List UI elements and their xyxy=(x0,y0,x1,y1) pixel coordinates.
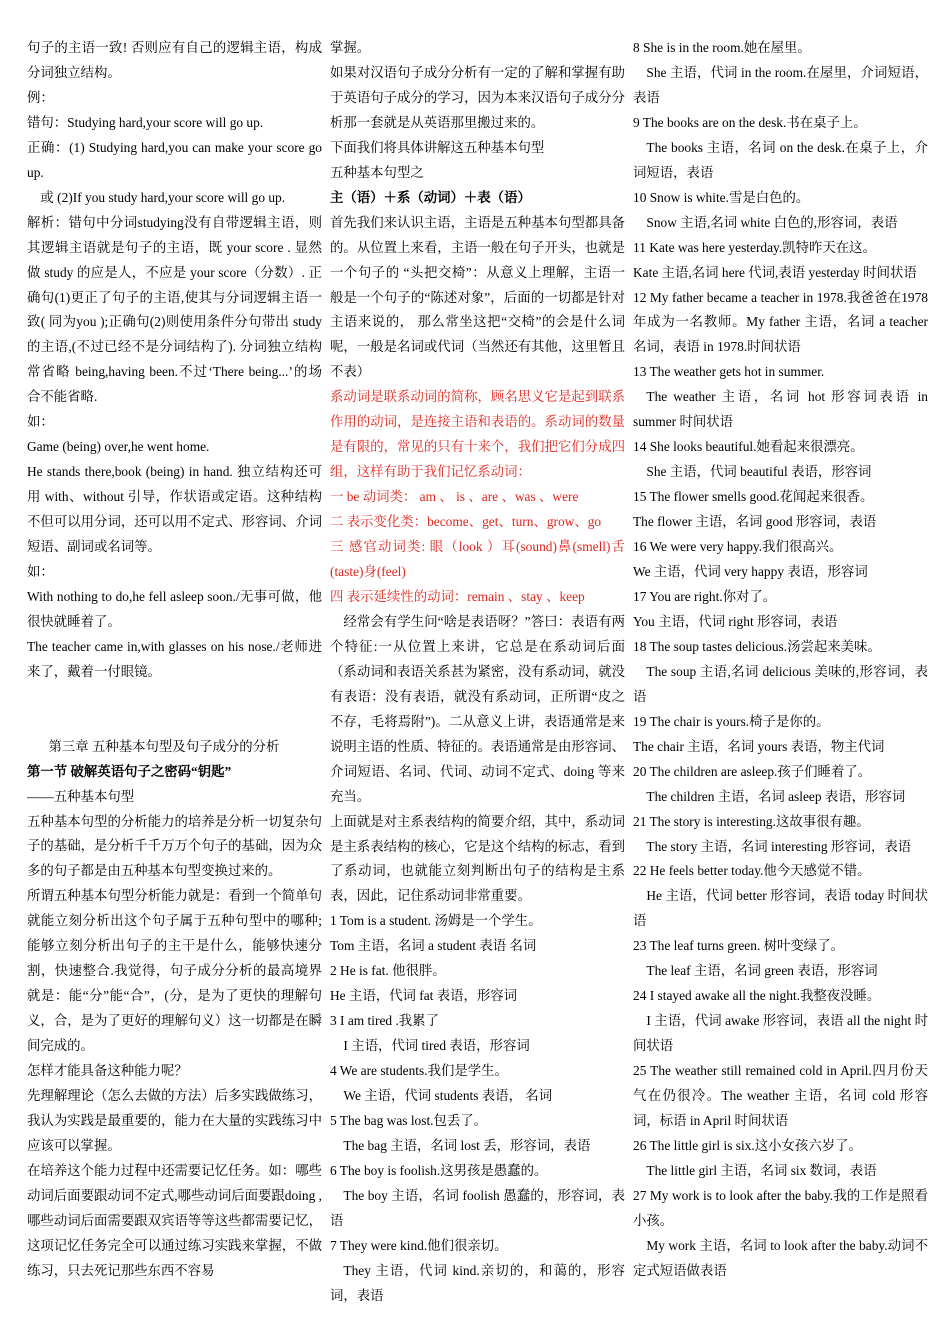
section-subtitle: ——五种基本句型 xyxy=(27,788,135,804)
example-sentence: 26 The little girl is six.这小女孩六岁了。 xyxy=(633,1137,862,1153)
example-sentence: 9 The books are on the desk.书在桌子上。 xyxy=(633,114,867,130)
example-sentence: 20 The children are asleep.孩子们睡着了。 xyxy=(633,763,872,779)
example-analysis: We 主语，代词 very happy 表语，形容词 xyxy=(633,564,868,580)
paragraph: 所谓五种基本句型分析能力就是：看到一个简单句就能立刻分析出这个句子属于五种句型中的哪种;能够立刻分析出句子的主干是什么，能够快速分割，快速整合.我觉得，句子成分分析的最高境界就是：能“分”能“合”，(分，是为了更快的理解句义，合，是为了更好的理解句义）这一切都是在瞬间完成的。 xyxy=(27,888,322,1054)
example-analysis: She 主语，代词 in the room.在屋里，介词短语，表语 xyxy=(633,64,928,105)
paragraph: 句子的主语一致! 否则应有自己的逻辑主语，构成分词独立结构。 xyxy=(27,40,322,80)
example-sentence: 1 Tom is a student. 汤姆是一个学生。 xyxy=(330,913,542,929)
example-analysis: Kate 主语,名词 here 代词,表语 yesterday 时间状语 xyxy=(633,264,917,280)
paragraph: Game (being) over,he went home. xyxy=(27,439,210,455)
example-analysis: Tom 主语，名词 a student 表语 名词 xyxy=(330,938,537,954)
example-analysis: We 主语，代词 students 表语， 名词 xyxy=(343,1088,553,1104)
example-sentence: 14 She looks beautiful.她看起来很漂亮。 xyxy=(633,439,864,455)
example-sentence: 24 I stayed awake all the night.我整夜没睡。 xyxy=(633,988,881,1004)
example-sentence: 15 The flower smells good.花闻起来很香。 xyxy=(633,489,874,505)
example-sentence: 18 The soup tastes delicious.汤尝起来美味。 xyxy=(633,638,881,654)
paragraph: 如： xyxy=(27,564,54,580)
example-sentence: 13 The weather gets hot in summer. xyxy=(633,364,825,380)
document-page xyxy=(27,36,927,1336)
column-right xyxy=(633,36,928,1336)
example-analysis: The bag 主语，名词 lost 丢，形容词，表语 xyxy=(343,1137,591,1153)
paragraph: 例： xyxy=(27,89,54,105)
example-analysis: The flower 主语，名词 good 形容词，表语 xyxy=(633,514,877,530)
chapter-title: 第三章 五种基本句型及句子成分的分析 xyxy=(48,738,280,754)
example-analysis: He 主语，代词 fat 表语，形容词 xyxy=(330,988,518,1004)
paragraph: 如果对汉语句子成分分析有一定的了解和掌握有助于英语句子成分的学习，因为本来汉语句子成分分析那一套就是从英语那里搬过来的。 xyxy=(330,64,625,130)
example-analysis: I 主语，代词 tired 表语，形容词 xyxy=(343,1038,530,1054)
example-analysis: You 主语，代词 right 形容词，表语 xyxy=(633,613,838,629)
example-sentence: 19 The chair is yours.椅子是你的。 xyxy=(633,713,830,729)
example-sentence: 2 He is fat. 他很胖。 xyxy=(330,963,446,979)
paragraph: 经常会有学生问“啥是表语呀？”答曰：表语有两个特征:一从位置上来讲，它总是在系动词后面（系动词和表语关系甚为紧密，没有系动词，就没有表语：没有表语，就没有系动词，正所谓“皮之不存，毛将焉附”)。二从意义上讲，表语通常是来说明主语的性质、特征的。表语通常是由形容词、介词短语、名词、代词、动词不定式、doing 等来充当。 xyxy=(330,613,625,804)
example-sentence: 8 She is in the room.她在屋里。 xyxy=(633,40,811,55)
example-analysis: The weather 主语，名词 hot 形容词表语 in summer 时间状语 xyxy=(633,389,928,430)
example-sentence: 11 Kate was here yesterday.凯特昨天在这。 xyxy=(633,239,876,255)
paragraph: He stands there,book (being) in hand. 独立结构还可用 with、without 引导，作状语或定语。这种结构不但可以用分词，还可以用不定式、形容词、介词短语、副词或名词等。 xyxy=(27,464,322,555)
example-sentence: 10 Snow is white.雪是白色的。 xyxy=(633,189,810,205)
example-sentence: 3 I am tired .我累了 xyxy=(330,1013,439,1029)
paragraph: 正确：(1) Studying hard,you can make your score go up. xyxy=(27,139,322,180)
highlight-paragraph: 系动词是联系动词的简称，顾名思义它是起到联系作用的动词，是连接主语和表语的。系动词的数量是有限的，常见的只有十来个，我们把它们分成四组，这样有助于我们记忆系动词： xyxy=(330,389,625,480)
example-sentence: 22 He feels better today.他今天感觉不错。 xyxy=(633,863,871,879)
verb-group-3: 三 感官动词类: 眼（look ）耳(sound)鼻(smell)舌(taste)身(feel) xyxy=(330,539,625,580)
example-sentence: 21 The story is interesting.这故事很有趣。 xyxy=(633,813,870,829)
example-analysis: The chair 主语，名词 yours 表语，物主代词 xyxy=(633,738,885,754)
column-middle xyxy=(330,36,625,1336)
example-analysis: My work 主语，名词 to look after the baby.动词不定式短语做表语 xyxy=(633,1237,928,1278)
paragraph: 掌握。 xyxy=(330,40,371,55)
verb-group-2: 二 表示变化类：become、get、turn、grow、go xyxy=(330,514,602,530)
example-analysis: She 主语，代词 beautiful 表语，形容词 xyxy=(646,464,872,480)
example-sentence: 4 We are students.我们是学生。 xyxy=(330,1063,508,1079)
paragraph: 在培养这个能力过程中还需要记忆任务。如：哪些动词后面要跟动词不定式,哪些动词后面要跟doing ,哪些动词后面需要跟双宾语等等这些都需要记忆，这项记忆任务完全可以通过练习实践来掌握，不做练习，只去死记那些东西不容易 xyxy=(27,1162,322,1278)
example-analysis: The soup 主语,名词 delicious 美味的,形容词，表语 xyxy=(633,663,928,704)
example-sentence: 27 My work is to look after the baby.我的工作是照看小孩。 xyxy=(633,1187,928,1228)
example-analysis: The little girl 主语，名词 six 数词，表语 xyxy=(646,1162,877,1178)
paragraph: 或 (2)If you study hard,your score will go up. xyxy=(40,189,286,205)
example-sentence: 5 The bag was lost.包丢了。 xyxy=(330,1112,488,1128)
example-analysis: I 主语，代词 awake 形容词，表语 all the night 时间状语 xyxy=(633,1013,928,1054)
paragraph: 解析：错句中分词studying没有自带逻辑主语，则其逻辑主语就是句子的主语，既 your score . 显然做 study 的应是人，不应是 your score（分数）. 正确句(1)更正了句子的主语,使其与分词逻辑主语一致( 同为you );正确句(2)则使用条件分句带出 study 的主语,(不过已经不是分词结构了). 分词独立结构常省略 being,having been.不过‘There being...’的场合不能省略. xyxy=(27,214,322,405)
example-sentence: 16 We were very happy.我们很高兴。 xyxy=(633,539,843,555)
example-sentence: 17 You are right.你对了。 xyxy=(633,588,777,604)
example-analysis: The books 主语，名词 on the desk.在桌子上，介词短语，表语 xyxy=(633,139,928,180)
example-analysis: The story 主语，名词 interesting 形容词，表语 xyxy=(646,838,912,854)
spacer xyxy=(27,685,322,735)
example-analysis: The children 主语，名词 asleep 表语，形容词 xyxy=(646,788,906,804)
paragraph: 五种基本句型之 xyxy=(330,164,424,180)
paragraph: 上面就是对主系表结构的简要介绍，其中，系动词是主系表结构的核心，它是这个结构的标志，看到了系动词，也就能立刻判断出句子的结构是主系表，因此，记住系动词非常重要。 xyxy=(330,813,625,904)
paragraph: 五种基本句型的分析能力的培养是分析一切复杂句子的基础，是分析千千万万个句子的基础，因为众多的句子都是由五种基本句型变换过来的。 xyxy=(27,813,322,879)
example-analysis: Snow 主语,名词 white 白色的,形容词，表语 xyxy=(646,214,898,230)
example-analysis: The boy 主语，名词 foolish 愚蠢的，形容词，表语 xyxy=(330,1187,625,1228)
paragraph: 首先我们来认识主语，主语是五种基本句型都具备的。从位置上来看，主语一般在句子开头，也就是一个句子的 “头把交椅”：从意义上理解，主语一般是一个句子的“陈述对象”，后面的一切都是针对主语来说的， 那么常坐这把“交椅”的会是什么词呢，一般是名词或代词（当然还有其他，这里暂且不表） xyxy=(330,214,625,380)
paragraph: The teacher came in,with glasses on his nose./老师进来了，戴着一付眼镜。 xyxy=(27,638,322,679)
column-left xyxy=(27,36,322,1336)
example-sentence: 25 The weather still remained cold in April.四月份天气在仍很冷。The weather 主语，名词 cold 形容词，标语 in April 时间状语 xyxy=(633,1063,928,1128)
example-analysis: He 主语，代词 better 形容词，表语 today 时间状语 xyxy=(633,888,928,929)
section-title: 第一节 破解英语句子之密码“钥匙” xyxy=(27,763,232,779)
example-sentence: 7 They were kind.他们很亲切。 xyxy=(330,1237,508,1253)
example-sentence: 23 The leaf turns green. 树叶变绿了。 xyxy=(633,938,844,954)
example-analysis: The leaf 主语，名词 green 表语，形容词 xyxy=(646,963,878,979)
paragraph: 下面我们将具体讲解这五种基本句型 xyxy=(330,139,545,155)
example-analysis: They 主语，代词 kind.亲切的，和蔼的，形容词，表语 xyxy=(330,1262,625,1303)
pattern-heading: 主（语）＋系（动词）＋表（语） xyxy=(330,189,531,205)
verb-group-1: 一 be 动词类： am 、 is 、are 、was 、were xyxy=(330,489,579,505)
paragraph: With nothing to do,he fell asleep soon./无事可做，他很快就睡着了。 xyxy=(27,588,322,629)
verb-group-4: 四 表示延续性的动词：remain 、stay 、keep xyxy=(330,588,585,604)
paragraph: 先理解理论（怎么去做的方法）后多实践做练习，我认为实践是最重要的，能力在大量的实践练习中应该可以掌握。 xyxy=(27,1088,322,1153)
paragraph: 如： xyxy=(27,414,54,430)
example-sentence: 12 My father became a teacher in 1978.我爸爸在1978 年成为一名教师。My father 主语，名词 a teacher 名词，表语 in 1978.时间状语 xyxy=(633,289,928,355)
paragraph: 错句：Studying hard,your score will go up. xyxy=(27,114,264,130)
paragraph: 怎样才能具备这种能力呢？ xyxy=(27,1063,188,1079)
example-sentence: 6 The boy is foolish.这男孩是愚蠢的。 xyxy=(330,1162,548,1178)
